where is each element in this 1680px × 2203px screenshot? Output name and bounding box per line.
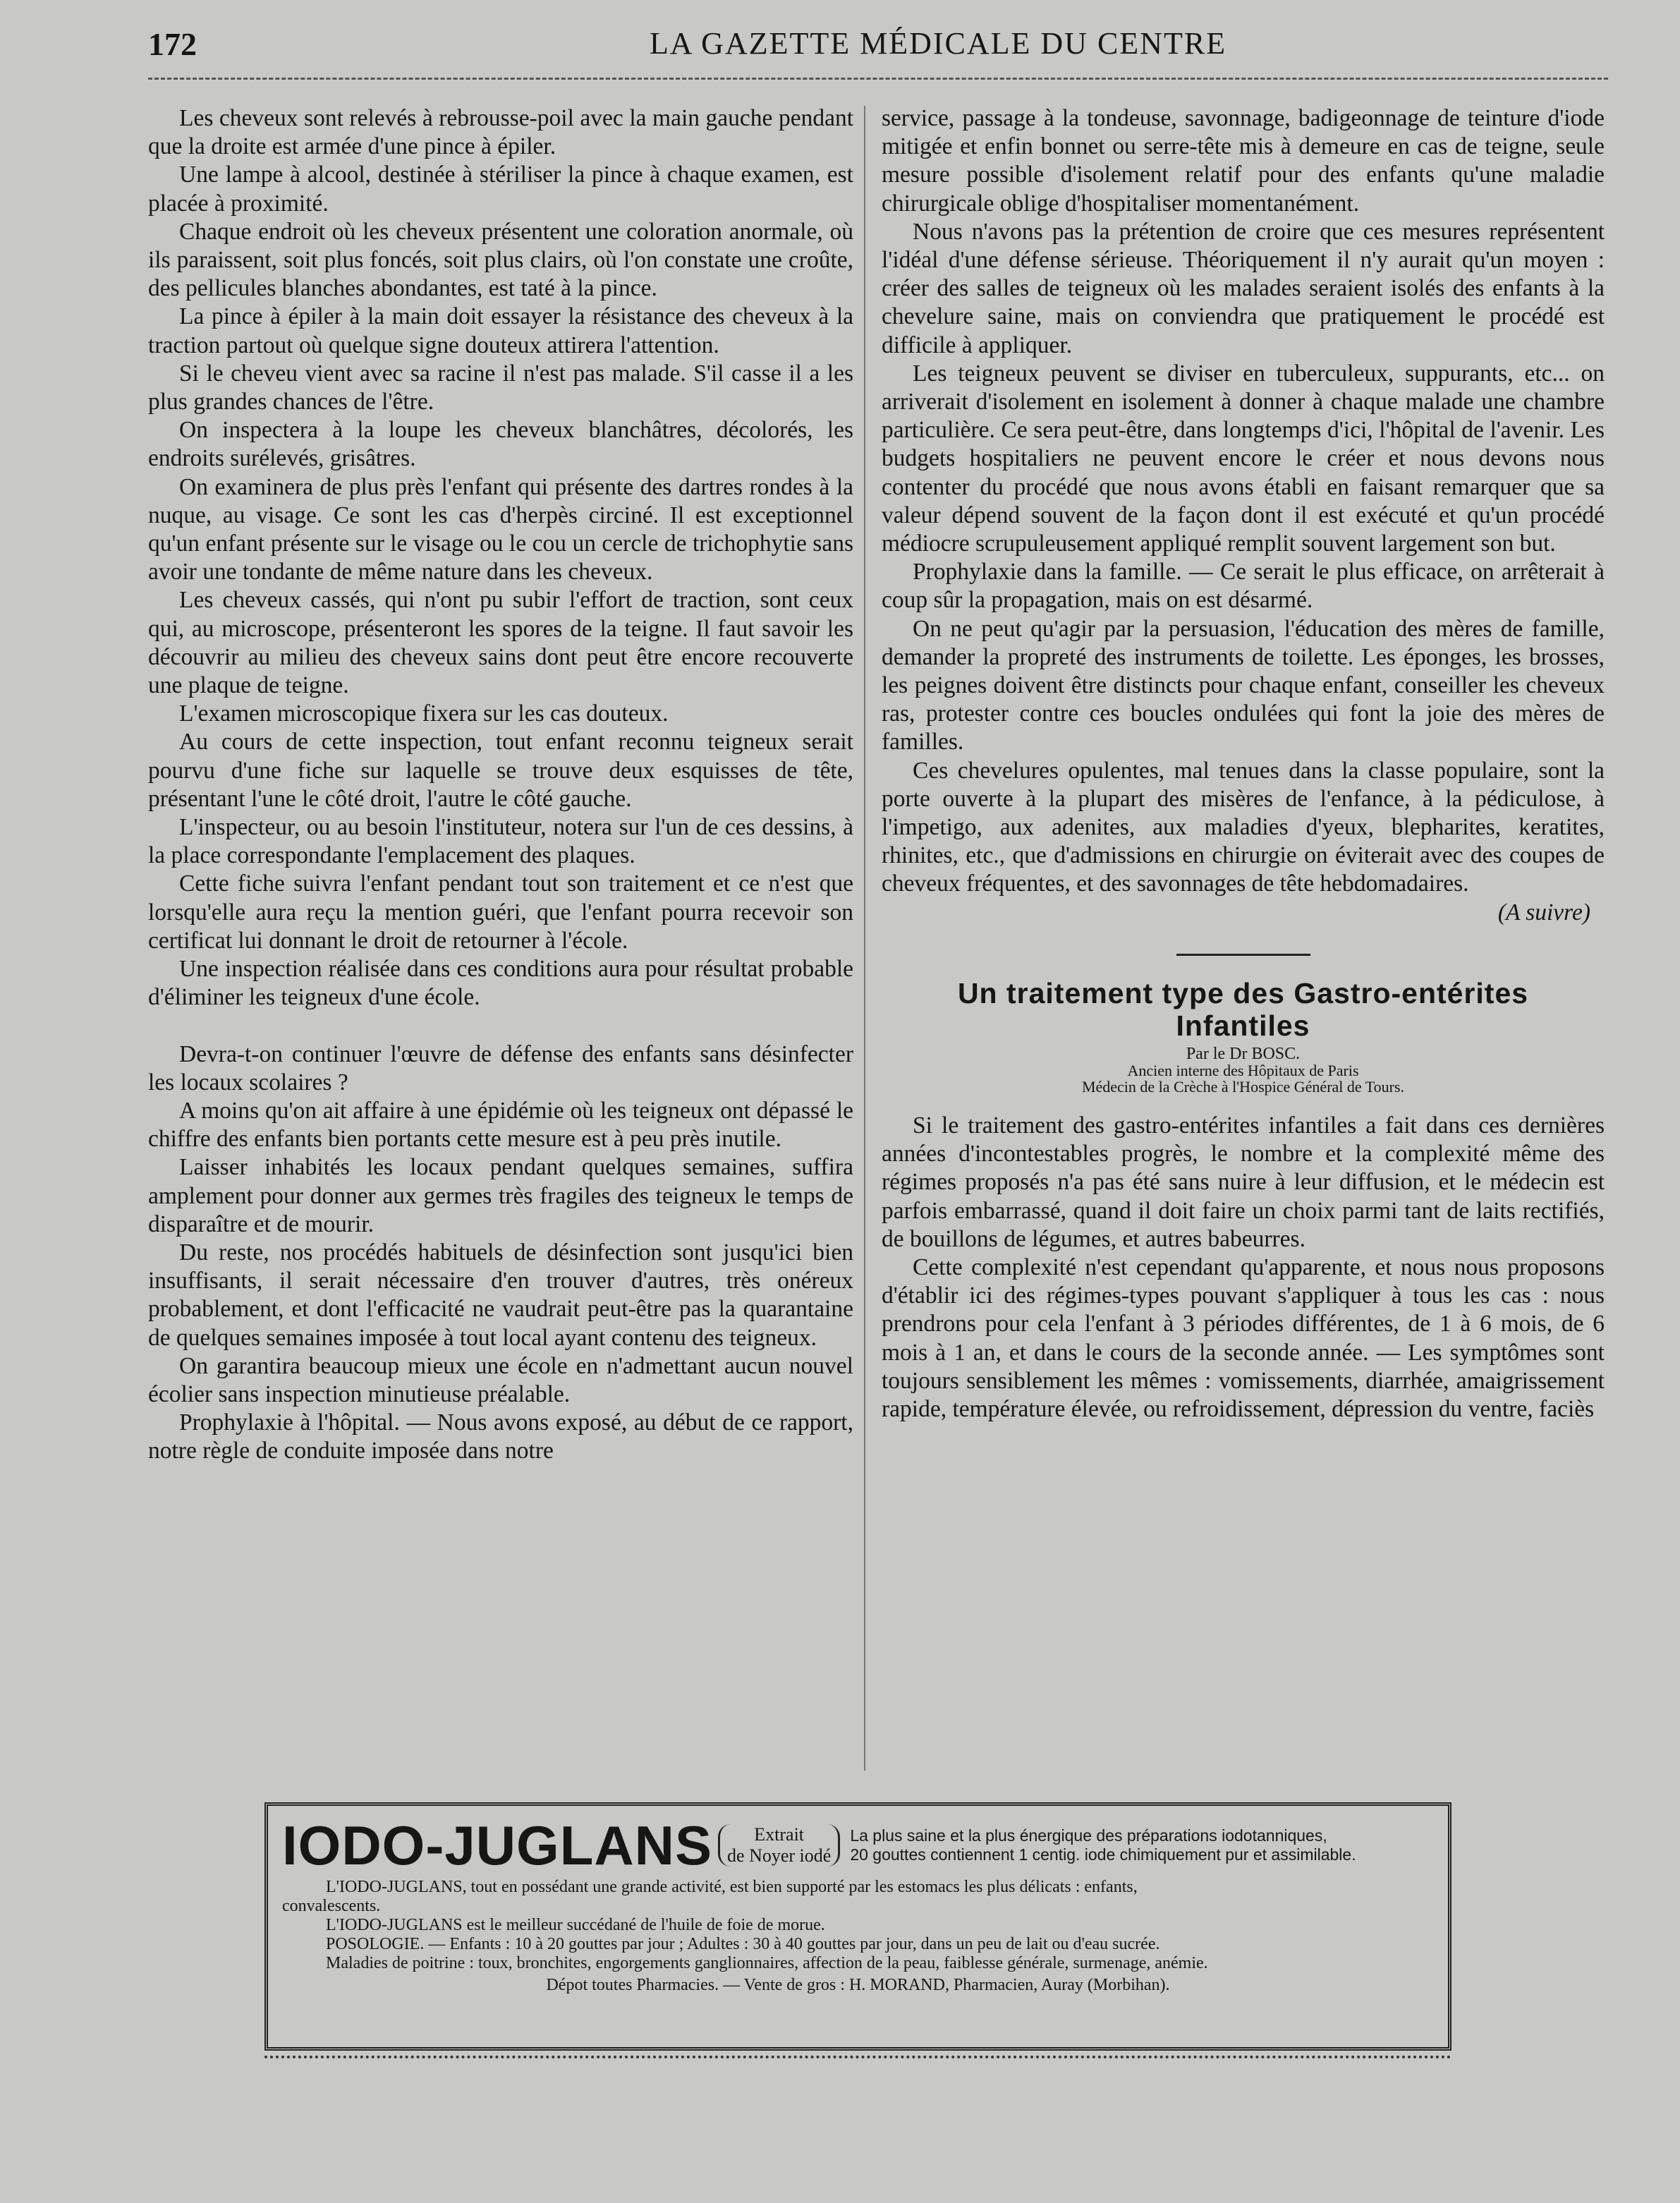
- article-title-line: Un traitement type des Gastro-entérites: [957, 976, 1529, 1009]
- byline: [882, 1046, 1605, 1095]
- ad-extrait-bracket: [718, 1824, 840, 1867]
- ad-text-line: L'IODO-JUGLANS est le meilleur succédané de l'huile de foie de morue.: [326, 1916, 825, 1934]
- journal-title: LA GAZETTE MÉDICALE DU CENTRE: [649, 26, 1227, 61]
- paragraph: Une lampe à alcool, destinée à stériliser la pince à chaque examen, est placée à proximité.: [148, 162, 853, 217]
- ad-claim: [850, 1826, 1356, 1864]
- page-number: 172: [148, 26, 197, 62]
- paragraph: On ne peut qu'agir par la persuasion, l'éducation des mères de famille, demander la propreté des instruments de toilette. Les éponges, les brosses, les peignes doivent être distincts pour chaque enfant, conseiller les cheveux ras, protester contre ces boucles ondulées qui font la joie des mères de familles.: [882, 615, 1605, 755]
- paragraph: Une inspection réalisée dans ces conditions aura pour résultat probable d'éliminer les teigneux d'une école.: [148, 956, 853, 1011]
- left-column: [148, 104, 853, 1762]
- paragraph: Prophylaxie à l'hôpital. — Nous avons exposé, au début de ce rapport, notre règle de conduite imposée dans notre: [148, 1409, 853, 1464]
- paragraph: Les teigneux peuvent se diviser en tuberculeux, suppurants, etc... on arriverait d'isolement en isolement à donner à chaque malade une chambre particulière. Ce sera peut-être, dans longtemps d'ici, l'hôpital de l'avenir. Les budgets hospitaliers ne peuvent encore le créer et nous devons nous contenter du procédé que nous avons établi en faisant remarquer que sa valeur dépend souvent de la façon dont il est exécuté et qu'un procédé médiocre scrupuleusement appliqué remplit souvent largement son but.: [882, 360, 1605, 557]
- paragraph: On garantira beaucoup mieux une école en n'admettant aucun nouvel écolier sans inspection minutieuse préalable.: [148, 1352, 853, 1407]
- to-be-continued: (A suivre): [1497, 899, 1590, 925]
- article-title: [882, 977, 1605, 1042]
- ad-text-line: L'IODO-JUGLANS, tout en possédant une grande activité, est bien supporté par les estomacs les plus délicats : enfants,: [326, 1878, 1138, 1896]
- paragraph: Au cours de cette inspection, tout enfant reconnu teigneux serait pourvu d'une fiche sur laquelle se trouve deux esquisses de tête, présentant l'une le côté droit, l'autre le côté gauche.: [148, 729, 853, 812]
- bottom-rule: [264, 2056, 1451, 2058]
- paragraph: Si le cheveu vient avec sa racine il n'est pas malade. S'il casse il a les plus grandes chances de l'être.: [148, 360, 853, 415]
- right-column: [882, 104, 1605, 1424]
- header-rule: [148, 78, 1608, 80]
- ad-claim-line: La plus saine et la plus énergique des préparations iodotanniques,: [850, 1826, 1327, 1845]
- ad-text-line: convalescents.: [282, 1897, 381, 1915]
- ad-text-line: POSOLOGIE. — Enfants : 10 à 20 gouttes par jour ; Adultes : 30 à 40 gouttes par jour, dans un peu de lait ou d'eau sucrée.: [326, 1935, 1160, 1953]
- paragraph: Prophylaxie dans la famille. — Ce serait le plus efficace, on arrêterait à coup sûr la propagation, mais on est désarmé.: [882, 559, 1605, 614]
- author: Par le Dr BOSC.: [1186, 1044, 1301, 1063]
- paragraph: Cette fiche suivra l'enfant pendant tout son traitement et ce n'est que lorsqu'elle aura reçu la mention guéri, que l'enfant pourra recevoir son certificat lui donnant le droit de retourner à l'école.: [148, 870, 853, 954]
- paragraph: Du reste, nos procédés habituels de désinfection sont jusqu'ici bien insuffisants, il serait nécessaire d'en trouver d'autres, très onéreux probablement, et dont l'efficacité ne vaudrait peut-être pas la quarantaine de quelques semaines imposée à tout local ayant contenu des teigneux.: [148, 1239, 853, 1351]
- section-rule: [1176, 954, 1310, 956]
- page-header: [148, 25, 1601, 68]
- paragraph: La pince à épiler à la main doit essayer la résistance des cheveux à la traction partout où quelque signe douteux attirera l'attention.: [148, 303, 853, 358]
- paragraph: L'inspecteur, ou au besoin l'instituteur, notera sur l'un de ces dessins, à la place correspondante l'emplacement des plaques.: [148, 814, 853, 869]
- column-divider: [864, 106, 865, 1771]
- ad-brand-name: IODO-JUGLANS: [282, 1814, 713, 1876]
- credential: Médecin de la Crèche à l'Hospice Général de Tours.: [1081, 1077, 1405, 1096]
- paragraph: Laisser inhabités les locaux pendant quelques semaines, suffira amplement pour donner aux germes très fragiles des teigneux le temps de disparaître et de mourir.: [148, 1154, 853, 1237]
- paragraph: Cette complexité n'est cependant qu'apparente, et nous nous proposons d'établir ici des régimes-types pouvant s'appliquer à tous les cas : nous prendrons pour cela l'enfant à 3 périodes différentes, de 1 à 6 mois, de 6 mois à 1 an, et dans le cours de la seconde année. — Les symptômes sont toujours sensiblement les mêmes : vomissements, diarrhée, amaigrissement rapide, température élevée, ou refroidissement, dépression du ventre, faciès: [882, 1254, 1605, 1422]
- paragraph: Les cheveux sont relevés à rebrousse-poil avec la main gauche pendant que la droite est armée d'une pince à épiler.: [148, 105, 853, 160]
- ad-extrait-line: Extrait: [754, 1824, 805, 1845]
- paragraph: Nous n'avons pas la prétention de croire que ces mesures représentent l'idéal d'une défense sérieuse. Théoriquement il n'y aurait qu'un moyen : créer des salles de teigneux où les malades seraient isolés des enfants à la chevelure saine, mais on conviendra que pratiquement le procédé est difficile à appliquer.: [882, 218, 1605, 358]
- advertisement-box: [264, 1802, 1451, 2051]
- paragraph: Chaque endroit où les cheveux présentent une coloration anormale, où ils paraissent, soit plus foncés, soit plus clairs, où l'on constate une croûte, des pellicules blanches abondantes, est taté à la pince.: [148, 218, 853, 302]
- paragraph: service, passage à la tondeuse, savonnage, badigeonnage de teinture d'iode mitigée et enfin bonnet ou serre-tête mis à demeure en cas de teigne, seule mesure possible d'isolement relatif pour des enfants qu'une maladie chirurgicale oblige d'hospitaliser momentanément.: [882, 105, 1605, 217]
- ad-depot-line: Dépot toutes Pharmacies. — Vente de gros : H. MORAND, Pharmacien, Auray (Morbihan).: [546, 1976, 1170, 1994]
- paragraph: Ces chevelures opulentes, mal tenues dans la classe populaire, sont la porte ouverte à la plupart des misères de l'enfance, à la pédiculose, à l'impetigo, aux adenites, aux maladies d'yeux, blepharites, keratites, rhinites, etc., que d'admissions en chirurgie on éviterait avec des coupes de cheveux fréquentes, et des savonnages de tête hebdomadaires.: [882, 757, 1605, 897]
- paragraph: L'examen microscopique fixera sur les cas douteux.: [179, 700, 669, 727]
- paragraph: Les cheveux cassés, qui n'ont pu subir l'effort de traction, sont ceux qui, au microscope, présenteront les spores de la teigne. Il faut savoir les découvrir au milieu des cheveux sains dont peut être encore recouverte une plaque de teigne.: [148, 587, 853, 699]
- ad-extrait-line: de Noyer iodé: [727, 1845, 832, 1866]
- paragraph: On inspectera à la loupe les cheveux blanchâtres, décolorés, les endroits surélevés, grisâtres.: [148, 417, 853, 472]
- article-title-line: Infantiles: [1176, 1009, 1310, 1042]
- paragraph: On examinera de plus près l'enfant qui présente des dartres rondes à la nuque, au visage. Ce sont les cas d'herpès circiné. Il est exceptionnel qu'un enfant présente sur le visage ou le cou un cercle de trichophytie sans avoir une tondante de même nature dans les cheveux.: [148, 473, 853, 585]
- paragraph: Si le traitement des gastro-entérites infantiles a fait dans ces dernières années d'incontestables progrès, le nombre et la complexité même des régimes proposés n'a pas été sans nuire à leur diffusion, et le médecin est parfois embarrassé, quand il doit faire un choix parmi tant de laits rectifiés, de bouillons de légumes, et autres babeurres.: [882, 1112, 1605, 1252]
- ad-claim-line: 20 gouttes contiennent 1 centig. iode chimiquement pur et assimilable.: [850, 1845, 1356, 1864]
- credential: Ancien interne des Hôpitaux de Paris: [1127, 1061, 1359, 1079]
- paragraph: A moins qu'on ait affaire à une épidémie où les teigneux ont dépassé le chiffre des enfants bien portants cette mesure est à peu près inutile.: [148, 1097, 853, 1153]
- advertisement-header: [282, 1813, 1434, 1878]
- paragraph: Devra-t-on continuer l'œuvre de défense des enfants sans désinfecter les locaux scolaires ?: [148, 1040, 853, 1096]
- ad-text-line: Maladies de poitrine : toux, bronchites, engorgements ganglionnaires, affection de la peau, faiblesse générale, surmenage, anémie.: [326, 1954, 1208, 1972]
